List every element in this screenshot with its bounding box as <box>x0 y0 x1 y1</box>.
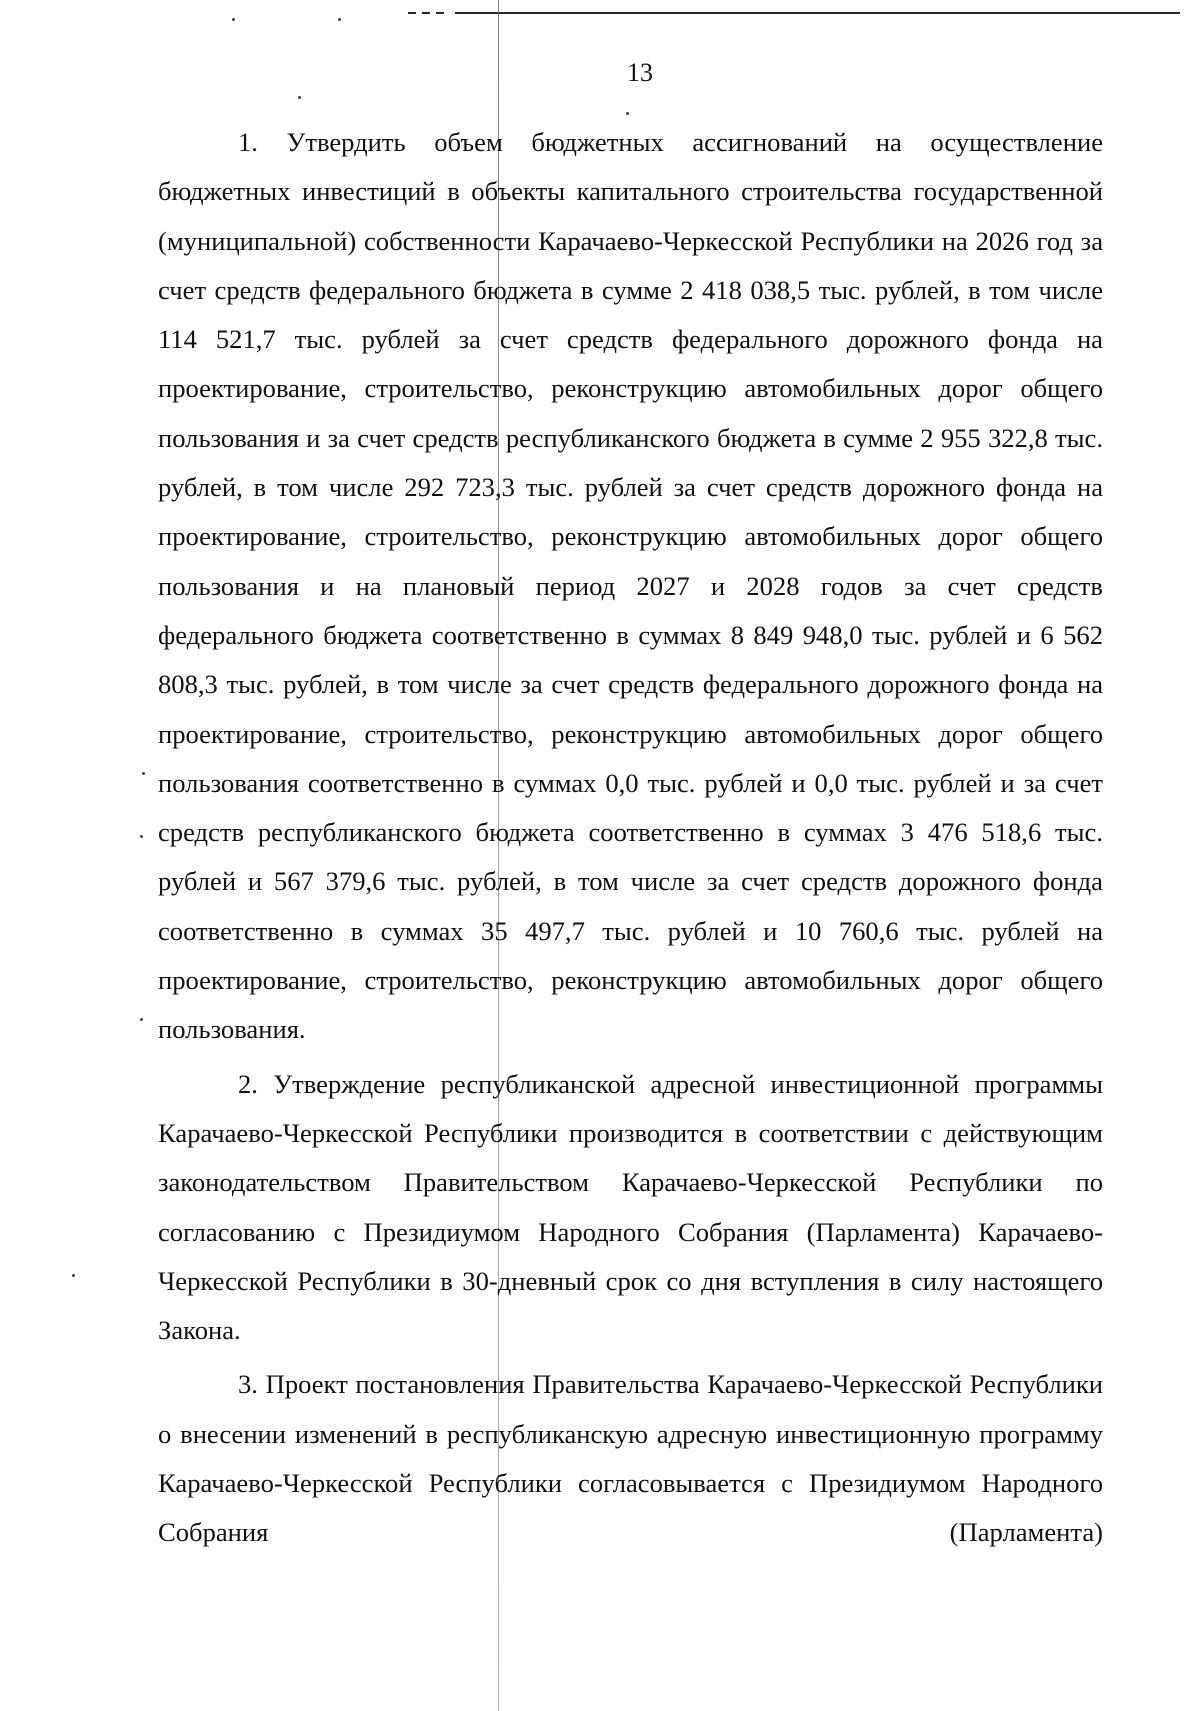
scan-speck <box>232 18 235 21</box>
scan-speck <box>142 772 145 775</box>
paragraph-3: 3. Проект постановления Правительства Карачаево-Черкесской Республики о внесении изменений в республиканскую адресную инвестиционную программу Карачаево-Черкесской Республики согласовывается с Президиумом Народного Собрания (Парламента) <box>158 1369 1103 1548</box>
scan-speck <box>298 96 301 99</box>
scan-speck <box>338 18 341 21</box>
scan-speck <box>72 1274 75 1277</box>
scan-top-dash <box>408 12 448 14</box>
scan-speck <box>140 835 143 838</box>
document-body <box>158 118 1103 1558</box>
scan-speck <box>626 112 629 115</box>
page-number: 13 <box>627 58 653 87</box>
scan-top-rule <box>455 12 1180 14</box>
paragraph-1: 1. Утвердить объем бюджетных ассигнований на осуществление бюджетных инвестиций в объекты капитального строительства государственной (муниципальной) собственности Карачаево-Черкесской Республики на 2026 год за счет средств федерального бюджета в сумме 2 418 038,5 тыс. рублей, в том числе 114 521,7 тыс. рублей за счет средств федерального дорожного фонда на проектирование, строительство, реконструкцию автомобильных дорог общего пользования и за счет средств республиканского бюджета в сумме 2 955 322,8 тыс. рублей, в том числе 292 723,3 тыс. рублей за счет средств дорожного фонда на проектирование, строительство, реконструкцию автомобильных дорог общего пользования и на плановый период 2027 и 2028 годов за счет средств федерального бюджета соответственно в суммах 8 849 948,0 тыс. рублей и 6 562 808,3 тыс. рублей, в том числе за счет средств федерального дорожного фонда на проектирование, строительство, реконструкцию автомобильных дорог общего пользования соответственно в суммах 0,0 тыс. рублей и 0,0 тыс. рублей и за счет средств республиканского бюджета соответственно в суммах 3 476 518,6 тыс. рублей и 567 379,6 тыс. рублей, в том числе за счет средств дорожного фонда соответственно в суммах 35 497,7 тыс. рублей и 10 760,6 тыс. рублей на проектирование, строительство, реконструкцию автомобильных дорог общего пользования. <box>158 127 1103 1045</box>
scan-speck <box>140 1018 143 1021</box>
paragraph-2: 2. Утверждение республиканской адресной инвестиционной программы Карачаево-Черкесской Республики производится в соответствии с действующим законодательством Правительством Карачаево-Черкесской Республики по согласованию с Президиумом Народного Собрания (Парламента) Карачаево-Черкесской Республики в 30-дневный срок со дня вступления в силу настоящего Закона. <box>158 1068 1103 1346</box>
